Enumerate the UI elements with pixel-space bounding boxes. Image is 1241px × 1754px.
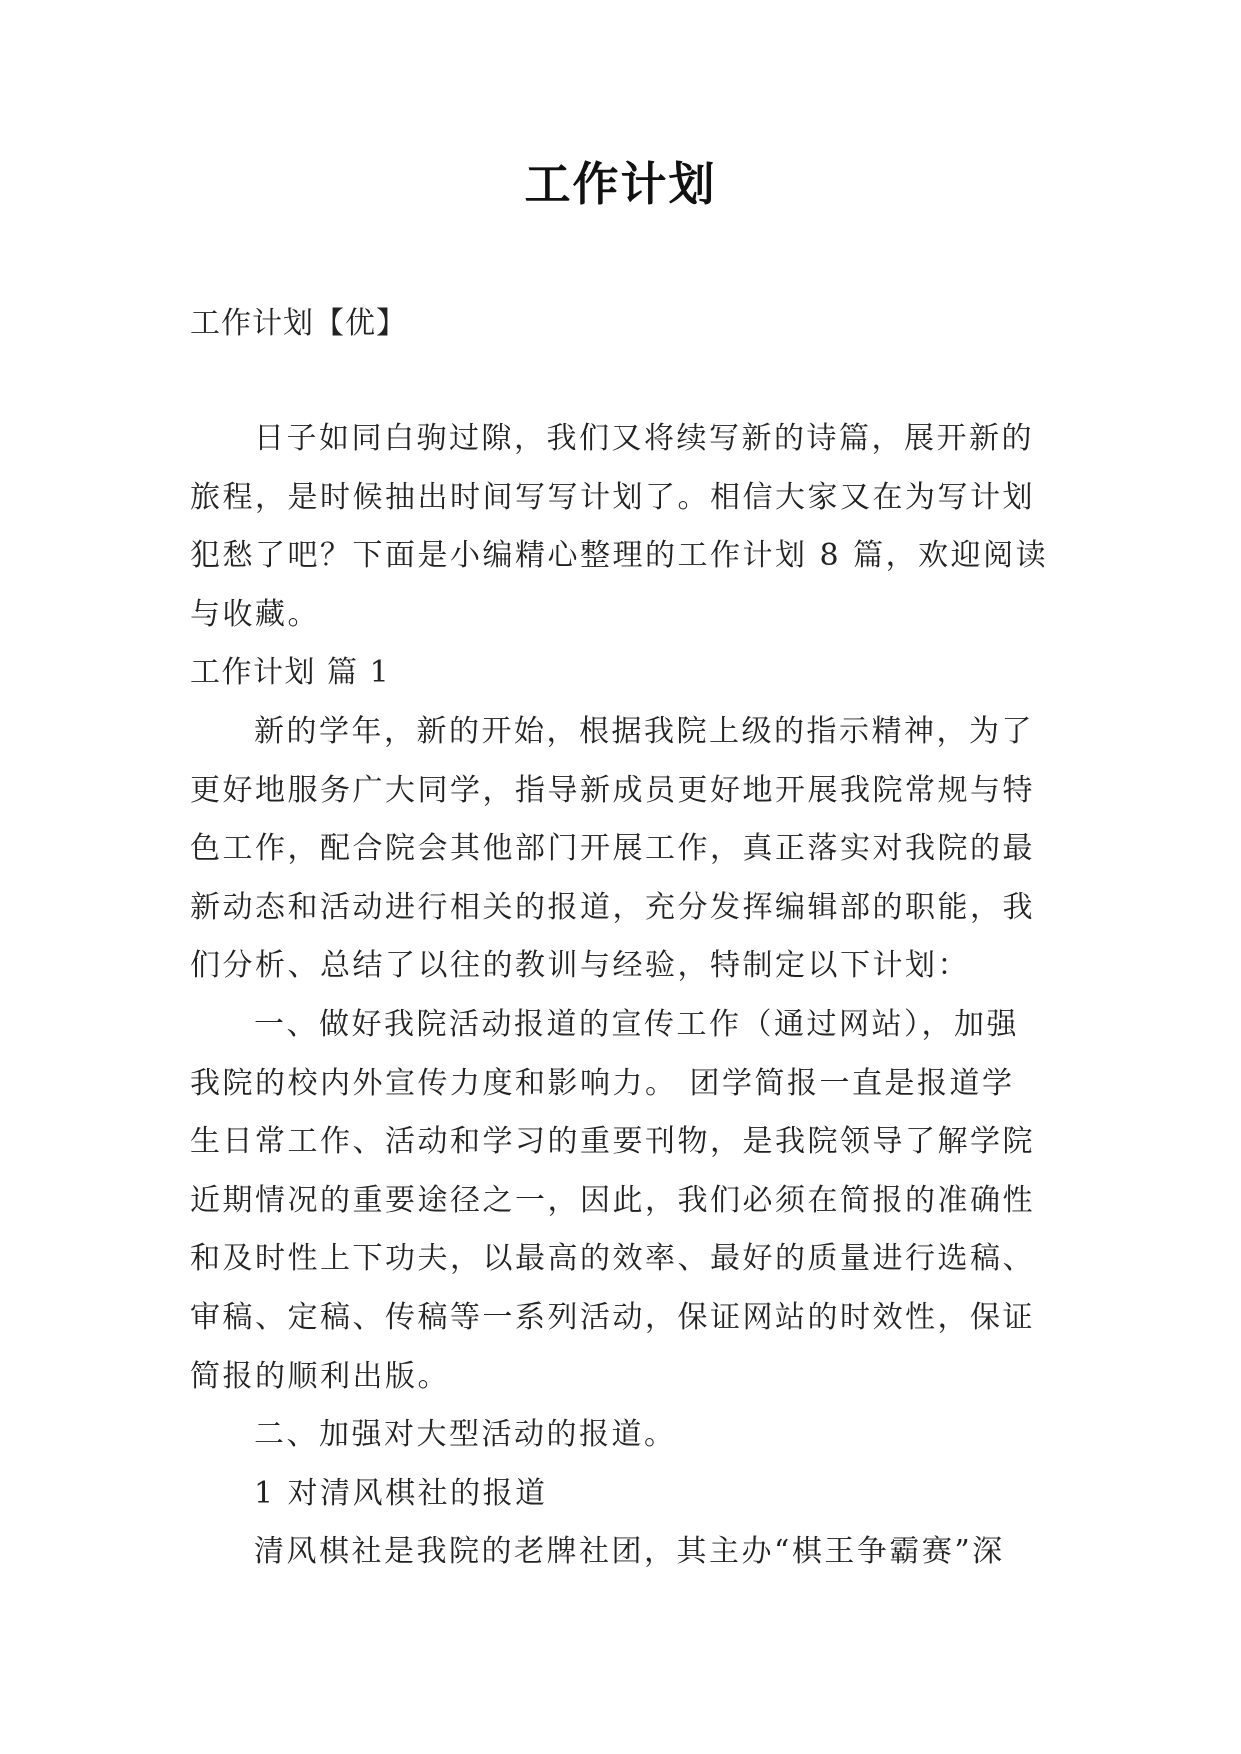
document-subtitle: 工作计划【优】 (190, 306, 407, 341)
paragraph-line: 更好地服务广大同学，指导新成员更好地开展我院常规与特 (190, 772, 1035, 808)
paragraph-line: 1 对清风棋社的报道 (254, 1475, 548, 1511)
paragraph-line: 我院的校内外宣传力度和影响力。 团学简报一直是报道学 (190, 1065, 1015, 1101)
paragraph-line: 审稿、定稿、传稿等一系列活动，保证网站的时效性，保证 (190, 1299, 1035, 1335)
paragraph-line: 旅程，是时候抽出时间写写计划了。相信大家又在为写计划 (190, 479, 1035, 515)
paragraph-line: 新动态和活动进行相关的报道，充分发挥编辑部的职能，我 (190, 889, 1035, 925)
paragraph-line: 新的学年，新的开始，根据我院上级的指示精神，为了 (254, 713, 1034, 749)
paragraph-line: 色工作，配合院会其他部门开展工作，真正落实对我院的最 (190, 831, 1035, 867)
document-body (190, 410, 1058, 1582)
paragraph-line: 犯愁了吧？下面是小编精心整理的工作计划 8 篇，欢迎阅读 (190, 538, 1049, 574)
paragraph-line: 日子如同白驹过隙，我们又将续写新的诗篇，展开新的 (254, 421, 1034, 456)
paragraph-line: 二、加强对大型活动的报道。 (254, 1417, 677, 1453)
paragraph-line: 简报的顺利出版。 (190, 1358, 450, 1394)
paragraph-line: 们分析、总结了以往的教训与经验，特制定以下计划： (190, 948, 970, 984)
section-heading: 工作计划 篇 1 (190, 655, 391, 691)
document-title: 工作计划 (524, 157, 717, 211)
paragraph-line: 生日常工作、活动和学习的重要刊物，是我院领导了解学院 (190, 1124, 1035, 1160)
paragraph-line: 近期情况的重要途径之一，因此，我们必须在简报的准确性 (190, 1182, 1035, 1218)
paragraph-line: 清风棋社是我院的老牌社团，其主办“棋王争霸赛”深 (254, 1534, 1005, 1570)
paragraph-line: 与收藏。 (190, 596, 320, 632)
paragraph-line: 一、做好我院活动报道的宣传工作（通过网站），加强 (254, 1006, 1019, 1042)
paragraph-line: 和及时性上下功夫，以最高的效率、最好的质量进行选稿、 (190, 1241, 1035, 1277)
